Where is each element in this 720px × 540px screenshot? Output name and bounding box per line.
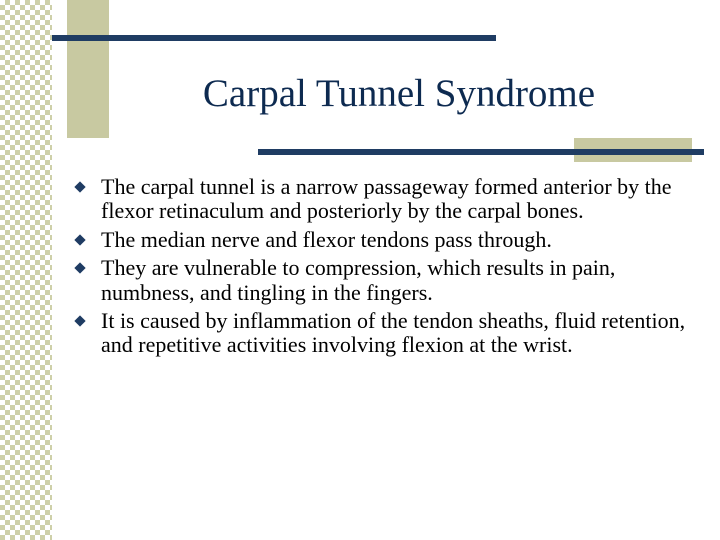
bullet-text: It is caused by inflammation of the tendon sheaths, fluid retention, and repetitive activities involving flexion at the wrist. — [101, 308, 686, 358]
bullet-list — [76, 175, 686, 362]
bullet-item — [76, 309, 686, 358]
decorative-block-top — [67, 0, 109, 138]
bullet-text: The carpal tunnel is a narrow passageway formed anterior by the flexor retinaculum and posteriorly by the carpal bones. — [101, 174, 672, 224]
bullet-text: They are vulnerable to compression, which results in pain, numbness, and tingling in the fingers. — [101, 255, 616, 305]
bullet-item — [76, 228, 686, 252]
checkered-strip — [0, 0, 52, 540]
diamond-bullet-icon — [74, 181, 85, 192]
bullet-item — [76, 256, 686, 305]
bullet-item — [76, 175, 686, 224]
bullet-text: The median nerve and flexor tendons pass through. — [101, 226, 552, 252]
decorative-line-bottom — [258, 149, 704, 155]
diamond-bullet-icon — [74, 315, 85, 326]
diamond-bullet-icon — [74, 234, 85, 245]
slide-title: Carpal Tunnel Syndrome — [202, 72, 596, 115]
diamond-bullet-icon — [74, 263, 85, 274]
decorative-line-top — [52, 35, 496, 41]
